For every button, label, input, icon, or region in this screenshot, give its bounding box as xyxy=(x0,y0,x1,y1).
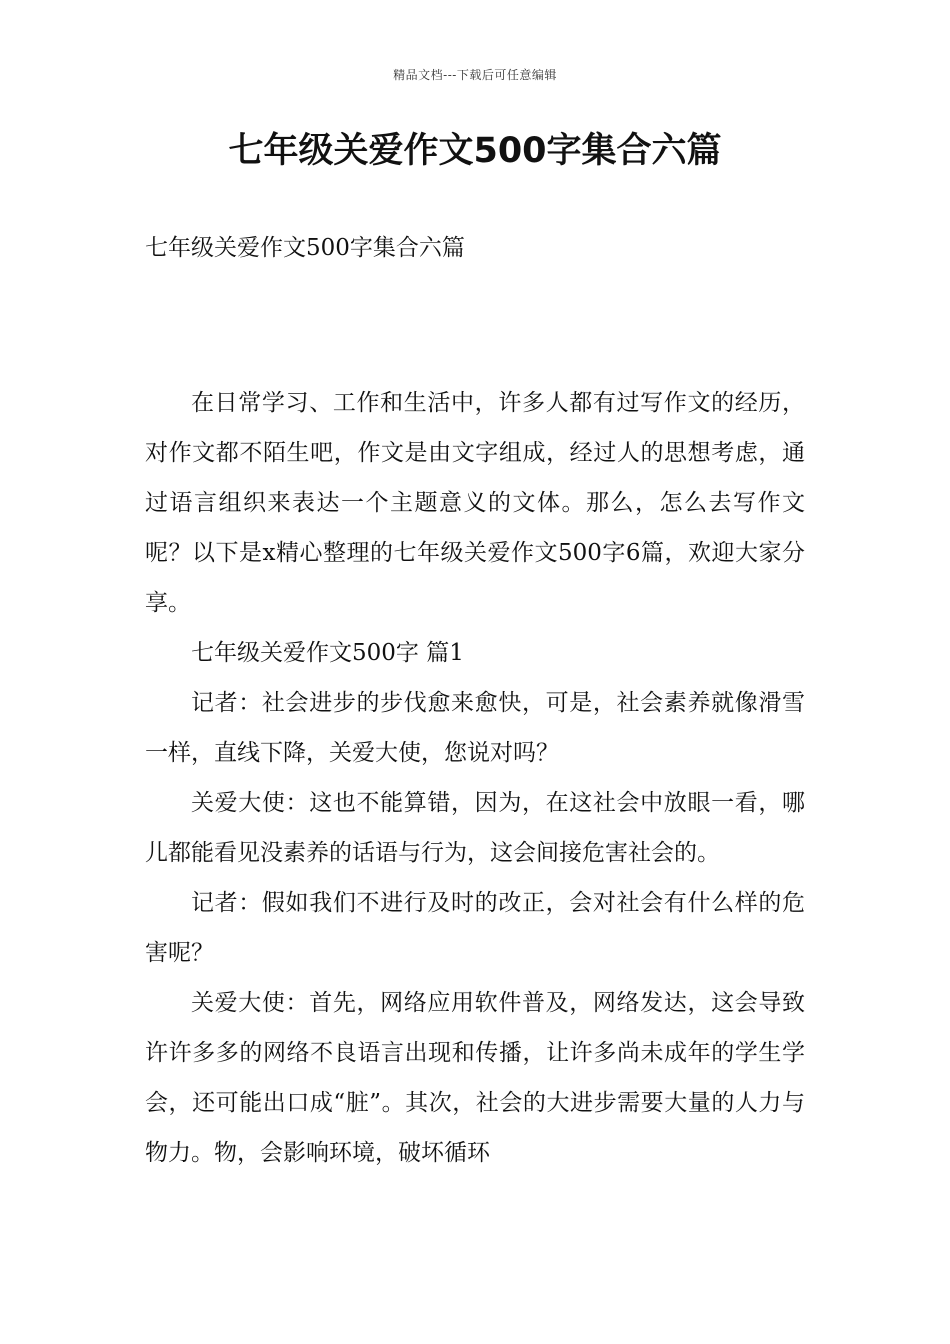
body-paragraph: 记者：社会进步的步伐愈来愈快，可是，社会素养就像滑雪一样，直线下降，关爱大使，您说对吗？ xyxy=(145,690,805,766)
document-title: 七年级关爱作文500字集合六篇 xyxy=(228,131,722,171)
header-note: 精品文档---下载后可任意编辑 xyxy=(393,68,557,82)
intro-paragraph: 在日常学习、工作和生活中，许多人都有过写作文的经历，对作文都不陌生吧，作文是由文字组成，经过人的思想考虑，通过语言组织来表达一个主题意义的文体。那么，怎么去写作文呢？以下是x精心整理的七年级关爱作文500字6篇，欢迎大家分享。 xyxy=(145,390,805,616)
body-paragraph: 关爱大使：这也不能算错，因为，在这社会中放眼一看，哪儿都能看见没素养的话语与行为，这会间接危害社会的。 xyxy=(145,790,805,866)
section-heading: 七年级关爱作文500字 篇1 xyxy=(191,640,464,666)
document-subtitle: 七年级关爱作文500字集合六篇 xyxy=(145,235,465,261)
document-body xyxy=(145,378,805,1178)
body-paragraph: 记者：假如我们不进行及时的改正，会对社会有什么样的危害呢？ xyxy=(145,890,805,966)
body-paragraph: 关爱大使：首先，网络应用软件普及，网络发达，这会导致许许多多的网络不良语言出现和传播，让许多尚未成年的学生学会，还可能出口成“脏”。其次，社会的大进步需要大量的人力与物力。物，会影响环境，破坏循环 xyxy=(145,990,805,1166)
